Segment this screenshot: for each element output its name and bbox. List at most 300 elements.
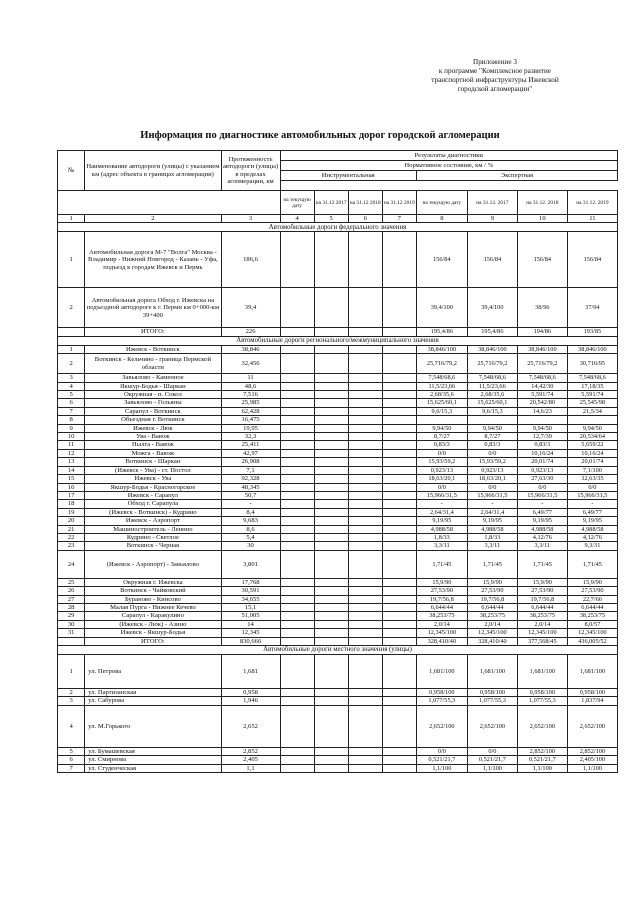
row-number: 5	[58, 391, 85, 399]
instrumental-cell	[280, 517, 314, 525]
road-length: 12,345	[221, 629, 280, 637]
table-row	[58, 382, 618, 390]
instrumental-cell	[280, 399, 314, 407]
expert-value: 12,345/100	[517, 629, 567, 637]
instrumental-cell	[280, 382, 314, 390]
row-number: 23	[58, 542, 85, 550]
table-row	[58, 578, 618, 586]
column-number: 11	[567, 215, 617, 223]
expert-value: 9,6/15,3	[416, 407, 467, 415]
instrumental-cell	[382, 595, 416, 603]
road-name: Автомобильная дорога Обход г. Ижевска на подъездной автодороге к г. Перми км 0+000-км 39+400	[85, 288, 221, 328]
instrumental-cell	[314, 550, 348, 578]
road-length: 19,95	[221, 424, 280, 432]
expert-value: 27,53/90	[517, 587, 567, 595]
expert-value: 38,253/75	[467, 612, 517, 620]
expert-value: 20,01/74	[517, 458, 567, 466]
instrumental-cell	[314, 595, 348, 603]
road-name: Можга - Вавож	[85, 449, 221, 457]
expert-value: 11,5/23,66	[416, 382, 467, 390]
expert-value: 1,71/45	[567, 550, 617, 578]
table-row	[58, 458, 618, 466]
expert-value: 2,0/14	[416, 620, 467, 628]
instrumental-cell	[314, 354, 348, 374]
column-number: 9	[467, 215, 517, 223]
instrumental-cell	[348, 550, 382, 578]
instrumental-cell	[314, 629, 348, 637]
instrumental-cell	[348, 612, 382, 620]
road-length: 48,345	[221, 483, 280, 491]
table-row	[58, 508, 618, 516]
header-length: Протяженность автодороги (улицы) в пределах агломерации, км	[221, 151, 280, 191]
road-name: (Ижевск - Воткинск) - Кудрино	[85, 508, 221, 516]
instrumental-cell	[382, 620, 416, 628]
instrumental-cell	[348, 458, 382, 466]
expert-value	[517, 416, 567, 424]
table-row	[58, 475, 618, 483]
expert-value: 3,3/11	[517, 542, 567, 550]
expert-value: 4,988/58	[416, 525, 467, 533]
expert-value: 0/0	[467, 747, 517, 755]
road-length: 1,946	[221, 697, 280, 705]
road-name: ул. Партизанская	[85, 689, 221, 697]
instrumental-cell	[314, 603, 348, 611]
instrumental-cell	[280, 466, 314, 474]
expert-value: 12,345/100	[416, 629, 467, 637]
instrumental-cell	[280, 483, 314, 491]
instrumental-cell	[314, 441, 348, 449]
road-name: (Ижевск - Люк) - Азино	[85, 620, 221, 628]
instrumental-cell	[382, 689, 416, 697]
expert-value: 1,681/100	[416, 655, 467, 689]
expert-value: 20,534/64	[567, 433, 617, 441]
instrumental-cell	[382, 756, 416, 764]
table-row	[58, 441, 618, 449]
instrumental-cell	[348, 517, 382, 525]
expert-value: 1,837/94	[567, 697, 617, 705]
instrumental-cell	[280, 288, 314, 328]
column-number: 4	[280, 215, 314, 223]
header-no: №	[58, 151, 85, 191]
road-length: 9,683	[221, 517, 280, 525]
header-exp-2019: на 31.12. 2019	[567, 191, 617, 215]
instrumental-cell	[382, 391, 416, 399]
expert-value: 14,6/23	[517, 407, 567, 415]
instrumental-cell	[382, 328, 416, 336]
row-number: 24	[58, 550, 85, 578]
road-length: 26,908	[221, 458, 280, 466]
expert-value: 2,852/100	[517, 747, 567, 755]
total-expert-value: 328,410/40	[416, 637, 467, 645]
road-length: 0,958	[221, 689, 280, 697]
instrumental-cell	[314, 533, 348, 541]
row-number: 28	[58, 603, 85, 611]
expert-value: 0,958/100	[416, 689, 467, 697]
instrumental-cell	[280, 374, 314, 382]
road-length: 62,428	[221, 407, 280, 415]
column-number: 7	[382, 215, 416, 223]
row-number: 15	[58, 475, 85, 483]
row-number: 7	[58, 764, 85, 772]
page-title: Информация по диагностике автомобильных дорог городской агломерации	[140, 130, 500, 141]
table-row	[58, 689, 618, 697]
instrumental-cell	[314, 416, 348, 424]
instrumental-cell	[348, 500, 382, 508]
expert-value: 11,5/23,66	[467, 382, 517, 390]
column-number: 5	[314, 215, 348, 223]
instrumental-cell	[314, 382, 348, 390]
instrumental-cell	[382, 705, 416, 747]
instrumental-cell	[280, 655, 314, 689]
instrumental-cell	[280, 705, 314, 747]
row-number: 2	[58, 288, 85, 328]
table-row	[58, 466, 618, 474]
instrumental-cell	[314, 433, 348, 441]
instrumental-cell	[280, 620, 314, 628]
expert-value: 0,923/13	[416, 466, 467, 474]
expert-value: 2,405/100	[567, 756, 617, 764]
instrumental-cell	[382, 399, 416, 407]
section-heading: Автомобильные дороги регионального/межмуниципального значения	[58, 336, 618, 345]
row-number: 2	[58, 689, 85, 697]
expert-value: 7,548/68,6	[467, 374, 517, 382]
row-number: 16	[58, 483, 85, 491]
instrumental-cell	[280, 441, 314, 449]
road-name: ул. М.Горького	[85, 705, 221, 747]
instrumental-cell	[280, 764, 314, 772]
row-number: 22	[58, 533, 85, 541]
road-name: Якшур-Бодья - Красногорское	[85, 483, 221, 491]
instrumental-cell	[280, 458, 314, 466]
header-exp-2017: на 31.12. 2017	[467, 191, 517, 215]
expert-value: 10,16/24	[517, 449, 567, 457]
expert-value: 0/0	[467, 449, 517, 457]
expert-value: 15,966/31,5	[467, 491, 517, 499]
column-number: 1	[58, 215, 85, 223]
expert-value: 12,345/100	[567, 629, 617, 637]
table-row	[58, 354, 618, 374]
row-number: 13	[58, 458, 85, 466]
instrumental-cell	[280, 328, 314, 336]
instrumental-cell	[314, 542, 348, 550]
road-name: Ижевск - Сарапул	[85, 491, 221, 499]
instrumental-cell	[280, 612, 314, 620]
expert-value: 1,1/100	[467, 764, 517, 772]
instrumental-cell	[314, 374, 348, 382]
road-length: 8,4	[221, 508, 280, 516]
row-number: 6	[58, 756, 85, 764]
row-number	[58, 637, 85, 645]
expert-value: 32,63/35	[567, 475, 617, 483]
road-length: 15,1	[221, 603, 280, 611]
expert-value: 15,9/90	[567, 578, 617, 586]
table-row	[58, 391, 618, 399]
expert-value: 6,644/44	[416, 603, 467, 611]
header-exp-2018: на 31.12. 2018	[517, 191, 567, 215]
expert-value: 19,7/56,8	[467, 595, 517, 603]
instrumental-cell	[382, 491, 416, 499]
expert-value: 156/84	[517, 232, 567, 288]
instrumental-cell	[314, 517, 348, 525]
expert-value: 2,68/35,6	[467, 391, 517, 399]
road-name: Бураново - Кинсово	[85, 595, 221, 603]
instrumental-cell	[348, 542, 382, 550]
road-length: 51,005	[221, 612, 280, 620]
road-name: Воткинск - Шаркан	[85, 458, 221, 466]
expert-value: -	[416, 500, 467, 508]
total-length: 830,666	[221, 637, 280, 645]
instrumental-cell	[348, 433, 382, 441]
instrumental-cell	[382, 525, 416, 533]
row-number	[58, 328, 85, 336]
table-row	[58, 587, 618, 595]
expert-value: 20,01/74	[567, 458, 617, 466]
expert-value: 14,42/30	[517, 382, 567, 390]
instrumental-cell	[348, 587, 382, 595]
expert-value: 2,0/14	[517, 620, 567, 628]
road-length: 50,7	[221, 491, 280, 499]
expert-value: 12,7/39	[517, 433, 567, 441]
expert-value: 21,5/34	[567, 407, 617, 415]
instrumental-cell	[314, 232, 348, 288]
expert-value: 0,83/3	[517, 441, 567, 449]
row-number: 1	[58, 345, 85, 353]
expert-value: 4,988/58	[517, 525, 567, 533]
table-row	[58, 374, 618, 382]
expert-value: 39,4/100	[416, 288, 467, 328]
instrumental-cell	[314, 697, 348, 705]
road-name: Нылга - Вавож	[85, 441, 221, 449]
section-heading: Автомобильные дороги федерального значения	[58, 223, 618, 232]
table-row	[58, 705, 618, 747]
instrumental-cell	[348, 399, 382, 407]
row-number: 9	[58, 424, 85, 432]
expert-value: 38,846/100	[416, 345, 467, 353]
row-number: 8	[58, 416, 85, 424]
road-name: ул. Бумашевская	[85, 747, 221, 755]
total-row	[58, 637, 618, 645]
road-length: 30,591	[221, 587, 280, 595]
instrumental-cell	[314, 424, 348, 432]
instrumental-cell	[382, 458, 416, 466]
expert-value: 1,077/55,3	[517, 697, 567, 705]
total-expert-value: 195,4/86	[467, 328, 517, 336]
expert-value: 10,16/24	[567, 449, 617, 457]
expert-value: 19,7/56,8	[517, 595, 567, 603]
expert-value: 5,591/74	[517, 391, 567, 399]
instrumental-cell	[382, 517, 416, 525]
instrumental-cell	[314, 756, 348, 764]
road-name: Ижевск - Ува	[85, 475, 221, 483]
expert-value: 7,1/100	[567, 466, 617, 474]
road-length: 3,801	[221, 550, 280, 578]
instrumental-cell	[382, 424, 416, 432]
instrumental-cell	[348, 508, 382, 516]
table-row	[58, 550, 618, 578]
instrumental-cell	[280, 587, 314, 595]
road-length: 39,4	[221, 288, 280, 328]
instrumental-cell	[382, 697, 416, 705]
row-number: 20	[58, 517, 85, 525]
road-length: 30	[221, 542, 280, 550]
road-name: ул. Петрова	[85, 655, 221, 689]
column-number: 8	[416, 215, 467, 223]
road-length: 8,6	[221, 525, 280, 533]
expert-value: 1,681/100	[567, 655, 617, 689]
instrumental-cell	[348, 475, 382, 483]
road-length: 32,3	[221, 433, 280, 441]
table-row	[58, 629, 618, 637]
table-row	[58, 542, 618, 550]
expert-value: 6,644/44	[567, 603, 617, 611]
expert-value: 25,716/79,2	[517, 354, 567, 374]
road-name: Сарапул - Каракулино	[85, 612, 221, 620]
road-length: 1,681	[221, 655, 280, 689]
table-row	[58, 491, 618, 499]
expert-value: -	[467, 500, 517, 508]
road-name: Ижевск - Воткинск	[85, 345, 221, 353]
road-name: Окружная г. Ижевска	[85, 578, 221, 586]
expert-value: 27,53/90	[467, 587, 517, 595]
row-number: 4	[58, 382, 85, 390]
instrumental-cell	[280, 533, 314, 541]
expert-value: 9,3/31	[567, 542, 617, 550]
instrumental-cell	[348, 354, 382, 374]
road-length: 42,97	[221, 449, 280, 457]
expert-value: 6,49/77	[567, 508, 617, 516]
road-length: 92,328	[221, 475, 280, 483]
instrumental-cell	[280, 637, 314, 645]
table-row	[58, 500, 618, 508]
expert-value: 8,0/57	[567, 620, 617, 628]
row-number: 6	[58, 399, 85, 407]
expert-value: 39,4/100	[467, 288, 517, 328]
instrumental-cell	[348, 756, 382, 764]
expert-value: 0/0	[416, 747, 467, 755]
appendix-line: городской агломерации"	[457, 85, 533, 93]
expert-value: -	[517, 500, 567, 508]
total-expert-value: 194/86	[517, 328, 567, 336]
instrumental-cell	[348, 747, 382, 755]
instrumental-cell	[348, 697, 382, 705]
expert-value: 38,846/100	[517, 345, 567, 353]
instrumental-cell	[348, 533, 382, 541]
road-name: Сарапул - Воткинск	[85, 407, 221, 415]
expert-value: 2,0/14	[467, 620, 517, 628]
table-row	[58, 424, 618, 432]
instrumental-cell	[348, 764, 382, 772]
expert-value: 1,1/100	[567, 764, 617, 772]
road-length: 32,456	[221, 354, 280, 374]
table-row	[58, 416, 618, 424]
instrumental-cell	[314, 288, 348, 328]
road-length: 7,516	[221, 391, 280, 399]
instrumental-cell	[348, 603, 382, 611]
road-name: Воткинск - Черная	[85, 542, 221, 550]
road-name: Малая Пурга - Нижнее Кечево	[85, 603, 221, 611]
instrumental-cell	[314, 483, 348, 491]
road-name: (Ижевск - Ува) - ст. Постол	[85, 466, 221, 474]
expert-value: 1,71/45	[416, 550, 467, 578]
road-name: Обход г. Сарапула	[85, 500, 221, 508]
road-length: 2,652	[221, 705, 280, 747]
header-results: Результаты диагностики	[280, 151, 617, 161]
expert-value: 9,6/15,3	[467, 407, 517, 415]
row-number: 1	[58, 655, 85, 689]
total-expert-value: 195,4/86	[416, 328, 467, 336]
instrumental-cell	[348, 595, 382, 603]
expert-value: 1,681/100	[467, 655, 517, 689]
expert-value: 7,548/68,6	[416, 374, 467, 382]
expert-value: 15,625/60,1	[467, 399, 517, 407]
instrumental-cell	[314, 475, 348, 483]
row-number: 29	[58, 612, 85, 620]
instrumental-cell	[382, 637, 416, 645]
road-length: 5,4	[221, 533, 280, 541]
expert-value: 4,988/58	[567, 525, 617, 533]
road-name: Машиностроитель - Леннно	[85, 525, 221, 533]
instrumental-cell	[382, 466, 416, 474]
expert-value: 2,652/100	[416, 705, 467, 747]
road-name: Якшур-Бодья - Шаркан	[85, 382, 221, 390]
expert-value: 4,988/58	[467, 525, 517, 533]
road-length: 11	[221, 374, 280, 382]
road-name: Воткинск - Кельчино - граница Пермской области	[85, 354, 221, 374]
table-row	[58, 433, 618, 441]
expert-value: 0,958/100	[517, 689, 567, 697]
expert-value: 2,68/35,6	[416, 391, 467, 399]
expert-value: 15,625/60,1	[416, 399, 467, 407]
appendix-line: к программе "Комплексное развитие	[438, 67, 552, 75]
table-row	[58, 288, 618, 328]
expert-value: 9,94/50	[517, 424, 567, 432]
instrumental-cell	[280, 345, 314, 353]
expert-value	[567, 416, 617, 424]
expert-value: 1,71/45	[467, 550, 517, 578]
expert-value: 25,716/79,2	[467, 354, 517, 374]
row-number: 18	[58, 500, 85, 508]
instrumental-cell	[348, 424, 382, 432]
expert-value: 27,53/90	[416, 587, 467, 595]
expert-value: 1,8/33	[467, 533, 517, 541]
expert-value: 0/0	[467, 483, 517, 491]
table-row	[58, 697, 618, 705]
header-instrumental: Инструментальная	[280, 171, 416, 181]
instrumental-cell	[314, 525, 348, 533]
table-row	[58, 612, 618, 620]
instrumental-cell	[280, 595, 314, 603]
instrumental-cell	[314, 612, 348, 620]
expert-value: 15,966/31,5	[517, 491, 567, 499]
expert-value: 22,7/66	[567, 595, 617, 603]
road-length: 186,6	[221, 232, 280, 288]
expert-value: 1,1/100	[416, 764, 467, 772]
road-name: Объездная г. Воткинск	[85, 416, 221, 424]
table-row	[58, 603, 618, 611]
expert-value: -	[567, 500, 617, 508]
expert-value: 2,64/31,4	[467, 508, 517, 516]
instrumental-cell	[348, 391, 382, 399]
total-length: 226	[221, 328, 280, 336]
road-length: 2,405	[221, 756, 280, 764]
instrumental-cell	[314, 491, 348, 499]
row-number: 27	[58, 595, 85, 603]
instrumental-cell	[280, 433, 314, 441]
instrumental-cell	[348, 374, 382, 382]
expert-value: 18,63/20,1	[467, 475, 517, 483]
road-length: 14	[221, 620, 280, 628]
expert-value: 37/94	[567, 288, 617, 328]
